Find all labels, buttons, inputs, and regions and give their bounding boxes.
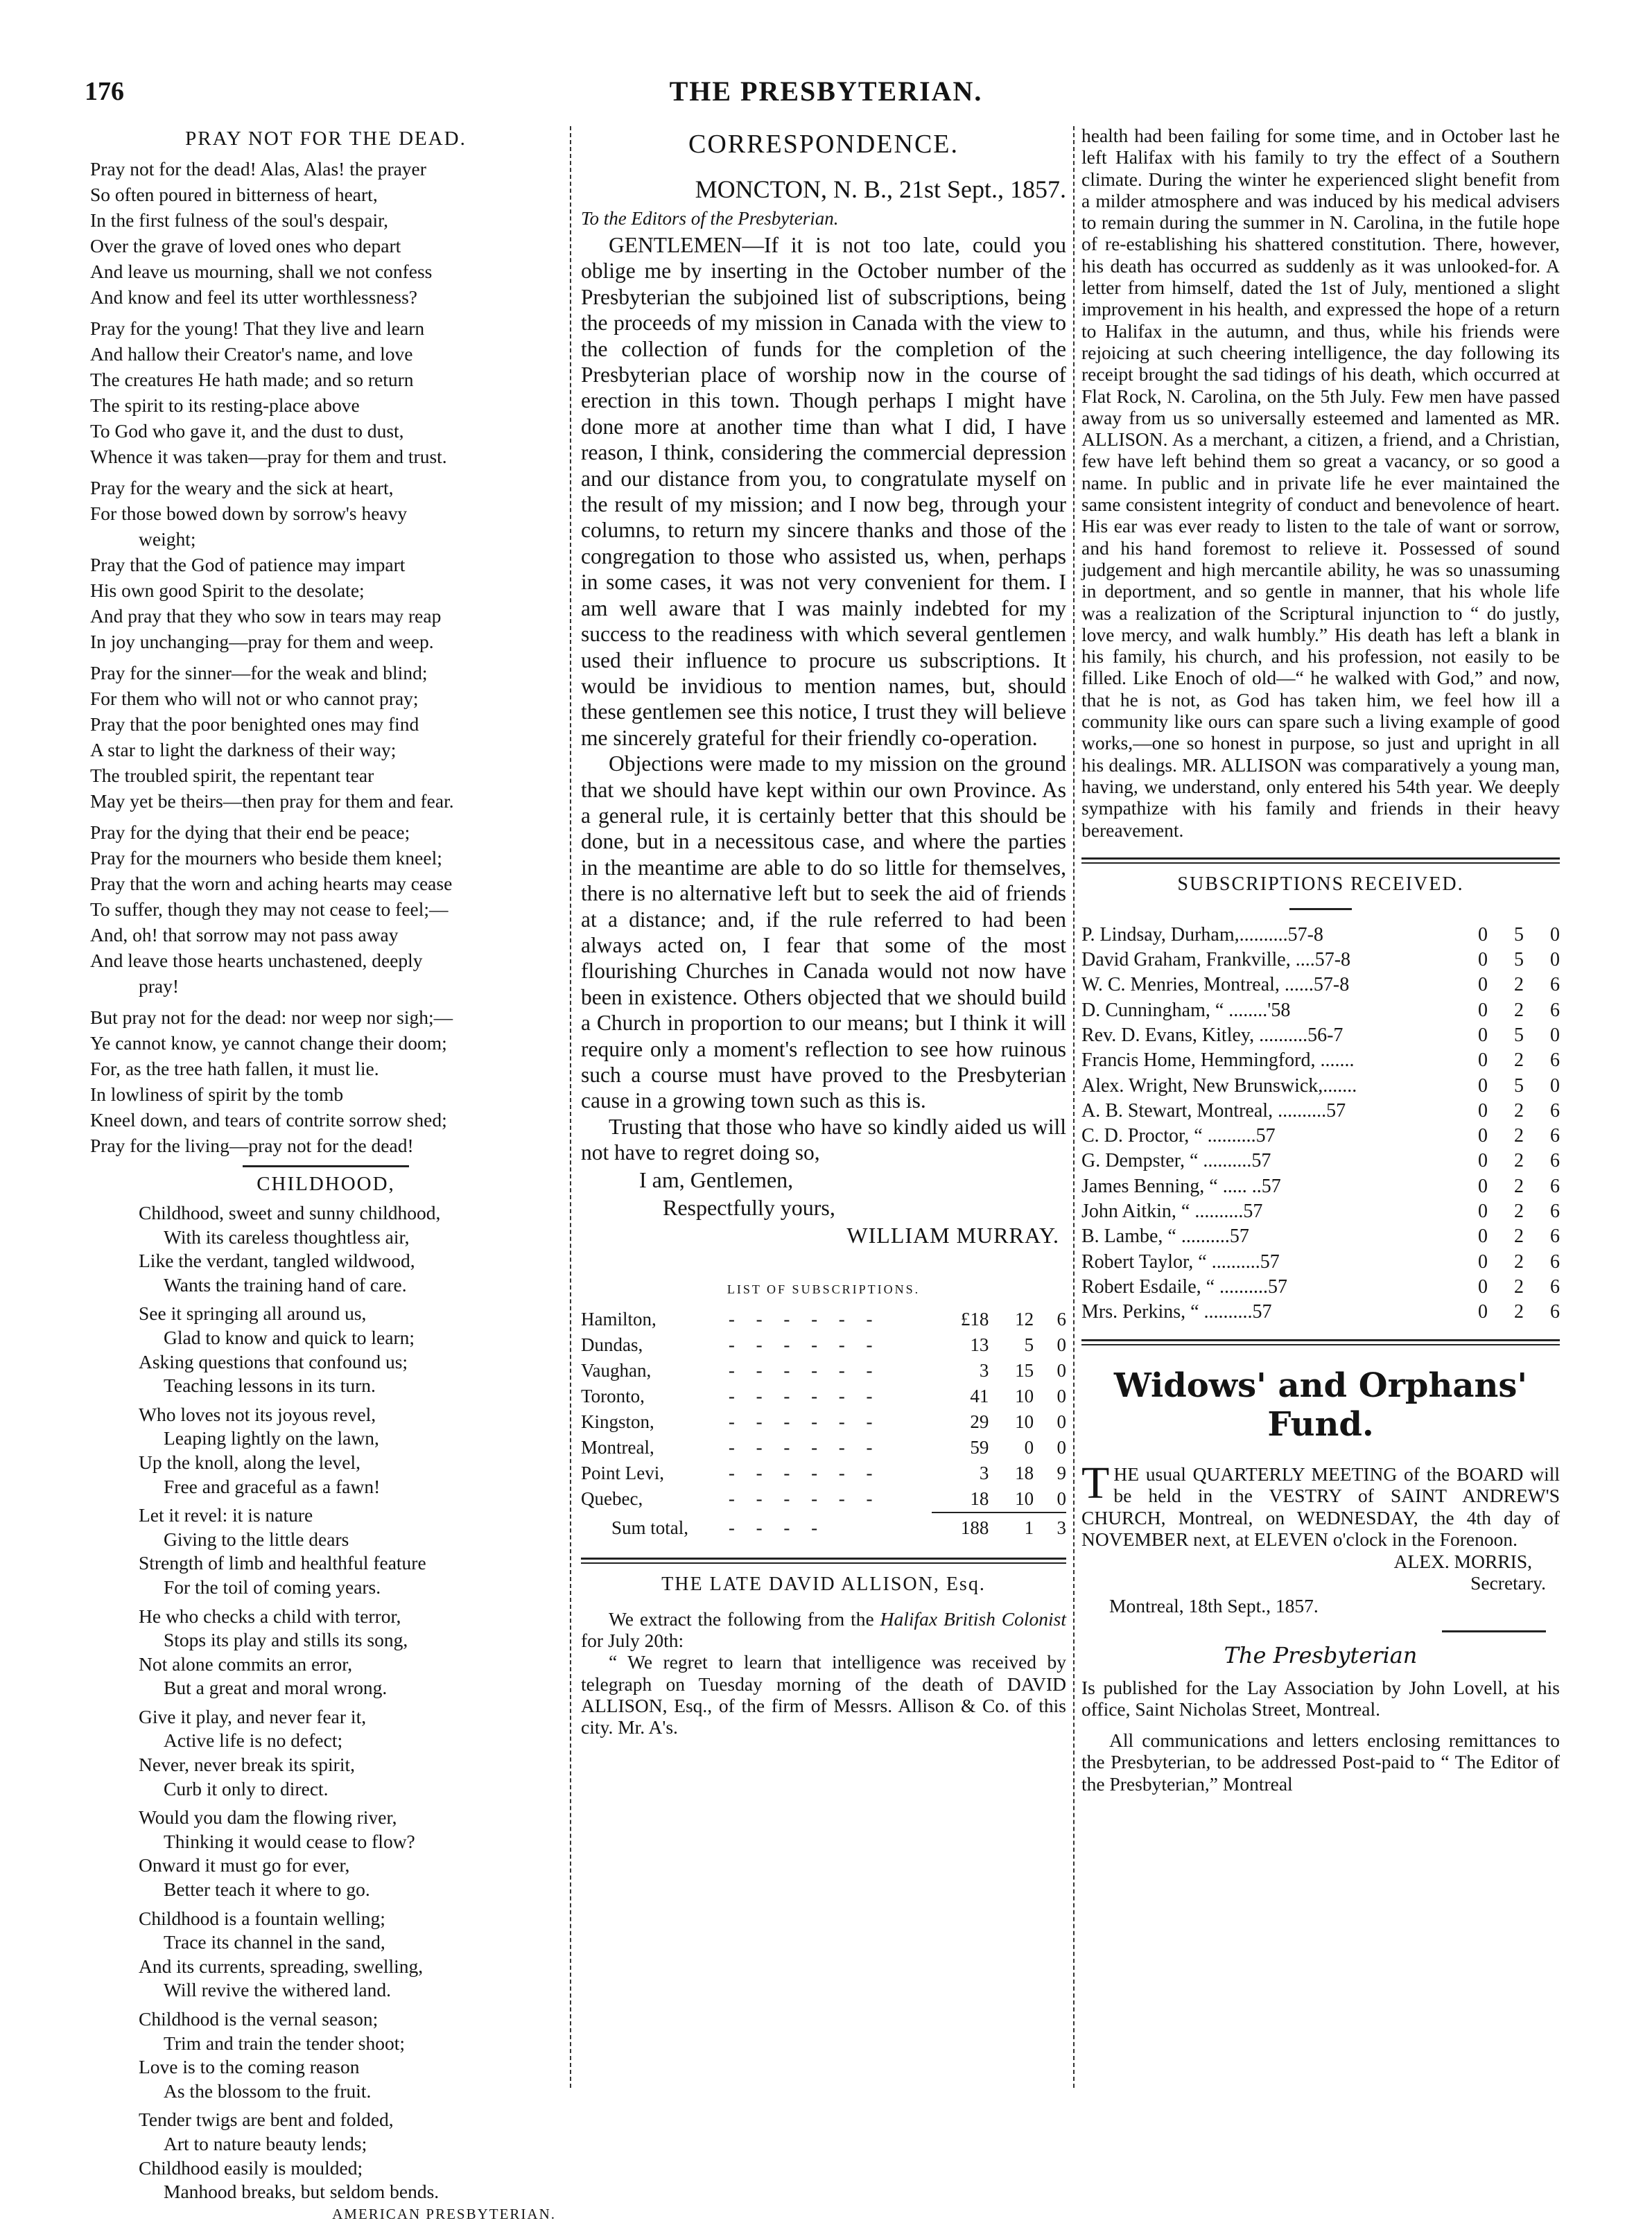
poem-line: Who loves not its joyous revel, (139, 1403, 376, 1425)
allison-heading: THE LATE DAVID ALLISON, Esq. (661, 1573, 986, 1595)
poem-line: Glad to know and quick to learn; (164, 1326, 415, 1348)
subscriber-amount: 2 (1514, 1049, 1524, 1072)
subscription-row (581, 1384, 1066, 1409)
poem-line: The troubled spirit, the repentant tear (90, 765, 374, 786)
poem-line: And its currents, spreading, swelling, (139, 1955, 424, 1977)
poem-line: Not alone commits an error, (139, 1653, 353, 1675)
letter-closing (581, 1166, 1066, 1249)
subscription-cell-place: Montreal, (581, 1436, 654, 1458)
poem-line: Pray not for the dead! Alas, Alas! the prayer (90, 158, 426, 180)
masthead: THE PRESBYTERIAN. (669, 76, 983, 107)
column-right (1081, 125, 1560, 1795)
subscriber-amount: 0 (1478, 1250, 1488, 1273)
colophon-paragraph: Is published for the Lay Association by John Lovell, at his office, Saint Nicholas Street, Montreal. (1081, 1676, 1560, 1720)
letter-paragraph: Trusting that those who have so kindly aided us will not have to regret doing so, (581, 1114, 1066, 1165)
poem-title-childhood: CHILDHOOD, (257, 1173, 395, 1195)
subscription-cell-d: 0 (1057, 1436, 1066, 1458)
poem-line: But pray not for the dead: nor weep nor sigh;— (90, 1006, 453, 1028)
poem-line: As the blossom to the fruit. (164, 2080, 372, 2102)
notice-text: HE usual QUARTERLY MEETING of the BOARD will be held in the VESTRY of SAINT ANDREW'S CHURCH, Montreal, on WEDNESDAY, the 4th day of NOVEMBER next, at ELEVEN o'clock in the Forenoon. (1081, 1463, 1560, 1551)
subscriber-amount: 6 (1550, 974, 1560, 996)
subscriber-amount: 2 (1514, 1226, 1524, 1248)
poem-line: The creatures He hath made; and so return (90, 369, 414, 390)
subscriber-name: John Aitkin, “ ..........57 (1081, 1201, 1263, 1223)
subscription-cell-d: 0 (1057, 1411, 1066, 1432)
closing-line: I am, Gentlemen, (639, 1167, 794, 1192)
poem-line: Stops its play and stills its song, (164, 1629, 408, 1651)
poem-line: To suffer, though they may not cease to feel;— (90, 898, 449, 920)
subscription-cell-s: 18 (1015, 1462, 1034, 1483)
subscriber-amount: 0 (1478, 1074, 1488, 1097)
poem-line: Strength of limb and healthful feature (139, 1552, 426, 1574)
subscriber-row (1081, 948, 1560, 973)
poem-line: Like the verdant, tangled wildwood, (139, 1250, 415, 1272)
letter-paragraph: Objections were made to my mission on the ground that we should have kept within our own Province. As a general rule, it is certainly better that this should be done, but in a necessitous case, and where the parties in the meantime are able to do so little for themselves, there is no alternative left but to seek the aid of friends at a distance; and, if the rule referred to had been always acted on, I fear that some of the most flourishing Churches in Canada would not now have been in existence. Others objected that we should build a Church in proportion to our means; but I think it will require only a moment's reflection to see how ruinous such a course must have proved to the Presbyterian cause in a growing town such as this is. (581, 751, 1066, 1113)
colophon (1081, 1677, 1560, 1795)
poem-line: And, oh! that sorrow may not pass away (90, 924, 399, 945)
subscription-cell-d: 6 (1057, 1308, 1066, 1330)
subscriber-name: A. B. Stewart, Montreal, ..........57 (1081, 1099, 1346, 1122)
poem-line: Will revive the withered land. (164, 1979, 392, 2001)
poem-line: Pray for the weary and the sick at heart, (90, 477, 394, 498)
poem-line: pray! (139, 975, 180, 997)
poem-line: To God who gave it, and the dust to dust, (90, 420, 404, 442)
subscriber-amount: 0 (1478, 1049, 1488, 1072)
subscription-total-cell: Sum total, (611, 1517, 689, 1538)
subscriber-row (1081, 1149, 1560, 1174)
subscriptions-received-list (1081, 923, 1560, 1325)
poem-line: Thinking it would cease to flow? (164, 1830, 415, 1852)
subscription-cell-l: 3 (979, 1359, 989, 1381)
poem-line: Tender twigs are bent and folded, (139, 2109, 394, 2131)
subscription-cell-place: Vaughan, (581, 1359, 652, 1381)
subscription-row (581, 1307, 1066, 1332)
poem-line: Free and graceful as a fawn! (164, 1475, 381, 1497)
subscription-row (581, 1409, 1066, 1435)
subscription-total-cell: 188 (932, 1512, 989, 1544)
subscription-list-heading: LIST OF SUBSCRIPTIONS. (727, 1282, 921, 1296)
subscriber-name: James Benning, “ ..... ..57 (1081, 1175, 1281, 1197)
poem-line: But a great and moral wrong. (164, 1677, 388, 1699)
subscriber-row (1081, 1124, 1560, 1149)
subscription-cell-dots: - - - - - - (728, 1411, 881, 1432)
subscription-cell-dots: - - - - - - (728, 1308, 881, 1330)
subscription-cell-place: Hamilton, (581, 1308, 657, 1330)
poem-line: Asking questions that confound us; (139, 1350, 408, 1372)
section-divider (1081, 857, 1560, 864)
poem-line: weight; (139, 528, 196, 550)
poem-line: Pray that the poor benighted ones may find (90, 713, 419, 735)
subscriber-amount: 0 (1478, 999, 1488, 1021)
letter-dateline: MONCTON, N. B., 21st Sept., 1857. (695, 175, 1066, 203)
subscription-cell-dots: - - - - - - (728, 1385, 881, 1406)
subscriber-amount: 0 (1478, 1150, 1488, 1172)
subscriber-name: Robert Esdaile, “ ..........57 (1081, 1275, 1288, 1298)
subscription-cell-dots: - - - - - - (728, 1488, 881, 1510)
poem-line: Let it revel: it is nature (139, 1504, 313, 1526)
notice-signer-role: Secretary. (1470, 1571, 1546, 1594)
subscriber-amount: 6 (1550, 1150, 1560, 1172)
letter-salutation: To the Editors of the Presbyterian. (581, 208, 839, 229)
allison-paragraph: “ We regret to learn that intelligence was received by telegraph on Tuesday morning of the death of DAVID ALLISON, Esq., of the firm of Messrs. Allison & Co. of this city. Mr. A's. (581, 1651, 1066, 1738)
subscription-cell-place: Toronto, (581, 1385, 645, 1406)
newspaper-title: Halifax British Colonist (880, 1607, 1066, 1630)
subscriber-amount: 0 (1478, 1125, 1488, 1147)
subscriber-amount: 0 (1550, 1074, 1560, 1097)
subscription-cell-s: 10 (1015, 1411, 1034, 1432)
subscriber-amount: 0 (1478, 1226, 1488, 1248)
poem-line: Ye cannot know, ye cannot change their doom; (90, 1032, 447, 1054)
subscriber-amount: 6 (1550, 1250, 1560, 1273)
subscriber-amount: 5 (1514, 949, 1524, 971)
section-divider (1289, 908, 1352, 910)
subscriber-amount: 6 (1550, 999, 1560, 1021)
poem-childhood (90, 1201, 562, 2204)
drop-cap: T (1081, 1457, 1110, 1508)
poem-line: Childhood is the vernal season; (139, 2008, 379, 2030)
subscription-row (581, 1461, 1066, 1486)
subscriber-row (1081, 1199, 1560, 1224)
subscriber-row (1081, 1300, 1560, 1325)
subscriber-name: Robert Taylor, “ ..........57 (1081, 1250, 1280, 1273)
subscriber-row (1081, 923, 1560, 948)
subscription-cell-dots: - - - - - - (728, 1436, 881, 1458)
subscriber-name: C. D. Proctor, “ ..........57 (1081, 1125, 1276, 1147)
subscriber-row (1081, 1275, 1560, 1300)
subscriber-amount: 0 (1550, 1024, 1560, 1046)
poem-line: He who checks a child with terror, (139, 1605, 401, 1627)
subscription-cell-s: 0 (1024, 1436, 1034, 1458)
poem-line: And leave those hearts unchastened, deeply (90, 950, 423, 971)
closing-line: Respectfully yours, (663, 1194, 835, 1220)
subscriber-row (1081, 1074, 1560, 1099)
subscriber-amount: 0 (1478, 1099, 1488, 1122)
subscriber-amount: 6 (1550, 1226, 1560, 1248)
letter-body (581, 232, 1066, 1166)
poem-line: Manhood breaks, but seldom bends. (164, 2181, 440, 2203)
subscriptions-heading: SUBSCRIPTIONS RECEIVED. (1177, 873, 1464, 895)
poem-line: Trim and train the tender shoot; (164, 2032, 406, 2054)
subscription-cell-dots: - - - - - - (728, 1334, 881, 1355)
subscription-list-table (581, 1307, 1066, 1544)
poem-line: Trace its channel in the sand, (164, 1931, 385, 1953)
subscriber-amount: 2 (1514, 1201, 1524, 1223)
column-rule-left (570, 126, 571, 2088)
poem-line: Over the grave of loved ones who depart (90, 235, 401, 256)
subscriber-amount: 6 (1550, 1175, 1560, 1197)
subscriber-amount: 5 (1514, 923, 1524, 945)
subscriber-name: G. Dempster, “ ..........57 (1081, 1150, 1271, 1172)
subscription-total-cell: 3 (1034, 1512, 1066, 1544)
poem-line: Up the knoll, along the level, (139, 1451, 360, 1473)
subscriber-amount: 6 (1550, 1301, 1560, 1323)
subscriber-amount: 2 (1514, 974, 1524, 996)
poem-line: His own good Spirit to the desolate; (90, 579, 365, 601)
poem-line: In lowliness of spirit by the tomb (90, 1083, 344, 1105)
subscription-total-row (581, 1512, 1066, 1544)
subscription-cell-l: 29 (970, 1411, 989, 1432)
allison-article (581, 1608, 1066, 1738)
notice-signer: ALEX. MORRIS, (1393, 1550, 1532, 1572)
subscription-cell-s: 12 (1015, 1308, 1034, 1330)
poem-line: Pray that the God of patience may impart (90, 554, 406, 575)
subscriber-amount: 0 (1478, 949, 1488, 971)
subscription-cell-l: 18 (970, 1488, 989, 1509)
poem-line: And hallow their Creator's name, and love (90, 343, 413, 365)
poem-line: Onward it must go for ever, (139, 1854, 350, 1876)
subscription-row (581, 1332, 1066, 1358)
poem-line: Pray for the dying that their end be peace; (90, 821, 410, 843)
poem-line: For them who will not or who cannot pray; (90, 688, 419, 709)
column-rule-right (1073, 126, 1075, 2088)
poem-line: Pray that the worn and aching hearts may cease (90, 873, 453, 894)
subscriber-name: P. Lindsay, Durham,..........57-8 (1081, 923, 1323, 945)
subscriber-amount: 2 (1514, 1099, 1524, 1122)
letter-signature: WILLIAM MURRAY. (846, 1222, 1059, 1248)
allison-article-continued (1081, 125, 1560, 841)
subscription-cell-place: Point Levi, (581, 1462, 664, 1483)
subscriber-name: Mrs. Perkins, “ ..........57 (1081, 1301, 1272, 1323)
poem-line: Teaching lessons in its turn. (164, 1375, 376, 1397)
poem-line: See it springing all around us, (139, 1302, 367, 1325)
poem-line: Childhood is a fountain welling; (139, 1907, 385, 1929)
subscriber-amount: 2 (1514, 1301, 1524, 1323)
subscription-cell-s: 5 (1024, 1334, 1034, 1355)
subscriber-amount: 0 (1478, 1201, 1488, 1223)
subscription-cell-l: 13 (970, 1334, 989, 1355)
subscription-cell-d: 9 (1057, 1462, 1066, 1483)
subscription-cell-d: 0 (1057, 1334, 1066, 1355)
poem-line: And leave us mourning, shall we not confess (90, 261, 433, 282)
poem-line: Better teach it where to go. (164, 1878, 370, 1901)
subscription-row (581, 1358, 1066, 1384)
allison-paragraph-continued: health had been failing for some time, and in October last he left Halifax with his family to try the effect of a Southern climate. During the winter he experienced slight benefit from a milder atmosphere and was induced by his medical advisers to remain during the summer in N. Carolina, in the futile hope of re-establishing his shattered constitution. There, however, his death has occurred as suddenly as it was unlooked-for. A letter from himself, dated the 1st of July, mentioned a slight improvement in his health, and expressed the hope of a return to Halifax in the autumn, and thus, while his friends were rejoicing at such cheering intelligence, the day following its receipt brought the sad tidings of his death, which occurred at Flat Rock, N. Carolina, on the 5th July. Few men have passed away from us so universally esteemed and lamented as MR. ALLISON. As a merchant, a citizen, a friend, and a Christian, few have left behind them so great a vacancy, or so good a name. In public and in private life he ever maintained the same consistent integrity of conduct and benevolence of heart. His ear was ever ready to listen to the tale of want or sorrow, and his hand foremost to relieve it. Possessed of sound judgement and high mercantile ability, he was so unassuming in deportment, and so gentle in manner, that his whole life was a realization of the Scriptural injunction to “ do justly, love mercy, and walk humbly.” His death has left a blank in his family, his church, and his profession, not easily to be filled. Like Enoch of old—“ he walked with God,” and now, that he is not, as God has taken him, we feel how ill a community like ours can spare such a living example of good works,—one so honest in purpose, so just and upright in all his dealings. MR. ALLISON was comparatively a young man, having, we understand, only entered his 54th year. We deeply sympathize with his family and friends in their heavy bereavement. (1081, 125, 1560, 841)
subscriber-amount: 0 (1478, 974, 1488, 996)
subscriber-amount: 2 (1514, 1175, 1524, 1197)
subscriber-name: D. Cunningham, “ ........'58 (1081, 999, 1291, 1021)
subscriber-row (1081, 1048, 1560, 1073)
notice-date: Montreal, 18th Sept., 1857. (1109, 1594, 1319, 1616)
subscription-cell-l: £18 (960, 1308, 989, 1330)
poem-line: Would you dam the flowing river, (139, 1806, 397, 1829)
poem-credit: AMERICAN PRESBYTERIAN. (332, 2205, 556, 2222)
subscription-total-cell: - - - - (728, 1517, 826, 1538)
widows-fund-notice (1081, 1457, 1560, 1551)
poem-line: Leaping lightly on the lawn, (164, 1427, 379, 1449)
subscriber-row (1081, 973, 1560, 997)
subscriber-amount: 2 (1514, 1125, 1524, 1147)
subscriber-row (1081, 1099, 1560, 1124)
section-divider (1081, 1339, 1560, 1345)
poem-line: Never, never break its spirit, (139, 1754, 355, 1776)
colophon-paragraph: All communications and letters enclosing remittances to the Presbyterian, to be addressed Post-paid to “ The Editor of the Presbyterian,” Montreal (1081, 1729, 1560, 1795)
poem-line: Wants the training hand of care. (164, 1273, 407, 1296)
poem-line: Pray for the living—pray not for the dead! (90, 1135, 414, 1156)
poem-line: Giving to the little dears (164, 1528, 349, 1550)
poem-line: With its careless thoughtless air, (164, 1226, 410, 1248)
subscriber-row (1081, 1224, 1560, 1249)
poem-line: Childhood, sweet and sunny childhood, (139, 1202, 441, 1223)
subscription-row (581, 1486, 1066, 1512)
subscription-cell-place: Kingston, (581, 1411, 654, 1432)
allison-intro: We extract the following from the Halifax British Colonist for July 20th: (581, 1607, 1066, 1651)
poem-line: Art to nature beauty lends; (164, 2132, 367, 2154)
subscription-cell-l: 3 (979, 1462, 989, 1483)
subscription-cell-s: 10 (1015, 1385, 1034, 1406)
subscription-total-cell: 1 (989, 1512, 1034, 1544)
column-left (90, 125, 562, 2223)
poem-pray-not-for-the-dead (90, 156, 562, 1158)
poem-line: Active life is no defect; (164, 1729, 343, 1752)
subscriber-amount: 5 (1514, 1074, 1524, 1097)
subscriber-amount: 0 (1478, 1175, 1488, 1197)
subscriber-row (1081, 998, 1560, 1023)
poem-line: So often poured in bitterness of heart, (90, 184, 378, 205)
correspondence-heading: CORRESPONDENCE. (688, 130, 959, 159)
subscriber-amount: 6 (1550, 1201, 1560, 1223)
subscription-cell-l: 41 (970, 1385, 989, 1406)
section-divider (243, 1165, 409, 1167)
subscriber-amount: 0 (1478, 1301, 1488, 1323)
section-divider (1442, 1630, 1546, 1632)
poem-line: May yet be theirs—then pray for them and fear. (90, 790, 454, 812)
poem-line: In the first fulness of the soul's despair, (90, 209, 389, 231)
subscriber-amount: 6 (1550, 1049, 1560, 1072)
poem-line: Pray for the sinner—for the weak and blind; (90, 662, 428, 683)
subscription-cell-l: 59 (970, 1436, 989, 1458)
poem-line: Curb it only to direct. (164, 1777, 329, 1799)
subscriber-amount: 5 (1514, 1024, 1524, 1046)
poem-line: Childhood easily is moulded; (139, 2156, 363, 2179)
subscriber-amount: 2 (1514, 1150, 1524, 1172)
subscription-cell-place: Quebec, (581, 1488, 643, 1510)
poem-line: A star to light the darkness of their way; (90, 739, 397, 760)
poem-line: Pray for the young! That they live and learn (90, 317, 425, 339)
poem-line: Pray for the mourners who beside them kneel; (90, 847, 442, 869)
section-divider (581, 1558, 1066, 1564)
poem-line: And know and feel its utter worthlessness? (90, 286, 417, 308)
subscriber-name: Rev. D. Evans, Kitley, ..........56-7 (1081, 1024, 1344, 1046)
subscriber-row (1081, 1023, 1560, 1048)
widows-fund-heading: Widows' and Orphans' Fund. (1113, 1366, 1528, 1444)
column-middle (581, 125, 1066, 1738)
subscriber-amount: 6 (1550, 1275, 1560, 1298)
colophon-heading: The Presbyterian (1224, 1641, 1418, 1668)
letter-paragraph: GENTLEMEN—If it is not too late, could you oblige me by inserting in the October number of the Presbyterian the subjoined list of subscriptions, being the proceeds of my mission in Canada with the view to the collection of funds for the completion of the Presbyterian place of worship now in the course of erection in this town. Though perhaps I might have done more at another time than what I did, I have reason, I think, considering the commercial depression and our distance from you, to congratulate myself on the result of my mission; and I now beg, through your columns, to return my sincere thanks and those of the congregation to those who assisted us, when, perhaps in some cases, it was not very convenient for them. I am well aware that I was mainly indebted for my success to the readiness with which several gentlemen used their influence to procure us subscriptions. It would be invidious to mention names, but, should these gentlemen see this notice, I trust they will believe me sincerely grateful for their friendly co-operation. (581, 233, 1066, 750)
poem-line: In joy unchanging—pray for them and weep. (90, 631, 434, 652)
poem-line: Love is to the coming reason (139, 2056, 360, 2078)
poem-line: Kneel down, and tears of contrite sorrow shed; (90, 1109, 447, 1131)
page-number: 176 (85, 77, 124, 106)
subscriber-amount: 0 (1478, 923, 1488, 945)
subscription-cell-d: 0 (1057, 1385, 1066, 1406)
subscription-cell-dots: - - - - - - (728, 1462, 881, 1483)
subscription-cell-d: 0 (1057, 1359, 1066, 1381)
poem-line: For the toil of coming years. (164, 1576, 381, 1598)
subscriber-name: David Graham, Frankville, ....57-8 (1081, 949, 1351, 971)
subscription-row (581, 1435, 1066, 1461)
subscription-cell-s: 15 (1015, 1359, 1034, 1381)
subscriber-amount: 0 (1478, 1024, 1488, 1046)
poem-line: And pray that they who sow in tears may reap (90, 605, 442, 627)
subscriber-name: W. C. Menries, Montreal, ......57-8 (1081, 974, 1350, 996)
subscriber-row (1081, 1174, 1560, 1199)
subscriber-amount: 2 (1514, 1250, 1524, 1273)
subscriber-amount: 2 (1514, 999, 1524, 1021)
subscription-cell-dots: - - - - - - (728, 1359, 881, 1381)
poem-line: For those bowed down by sorrow's heavy (90, 503, 408, 524)
subscriber-name: Alex. Wright, New Brunswick,....... (1081, 1074, 1357, 1097)
subscription-cell-s: 10 (1015, 1488, 1034, 1509)
subscriber-amount: 0 (1550, 949, 1560, 971)
poem-line: For, as the tree hath fallen, it must lie. (90, 1058, 379, 1079)
subscription-cell-place: Dundas, (581, 1334, 643, 1355)
subscriber-name: B. Lambe, “ ..........57 (1081, 1226, 1249, 1248)
poem-title-pray-not: PRAY NOT FOR THE DEAD. (185, 128, 467, 150)
subscriber-name: Francis Home, Hemmingford, ....... (1081, 1049, 1355, 1072)
poem-line: Give it play, and never fear it, (139, 1705, 367, 1727)
subscriber-row (1081, 1250, 1560, 1275)
poem-line: Whence it was taken—pray for them and trust. (90, 446, 447, 467)
subscriber-amount: 6 (1550, 1099, 1560, 1122)
subscriber-amount: 0 (1478, 1275, 1488, 1298)
subscriber-amount: 2 (1514, 1275, 1524, 1298)
subscriber-amount: 6 (1550, 1125, 1560, 1147)
subscription-cell-d: 0 (1057, 1488, 1066, 1509)
subscriber-amount: 0 (1550, 923, 1560, 945)
poem-line: The spirit to its resting-place above (90, 394, 360, 416)
